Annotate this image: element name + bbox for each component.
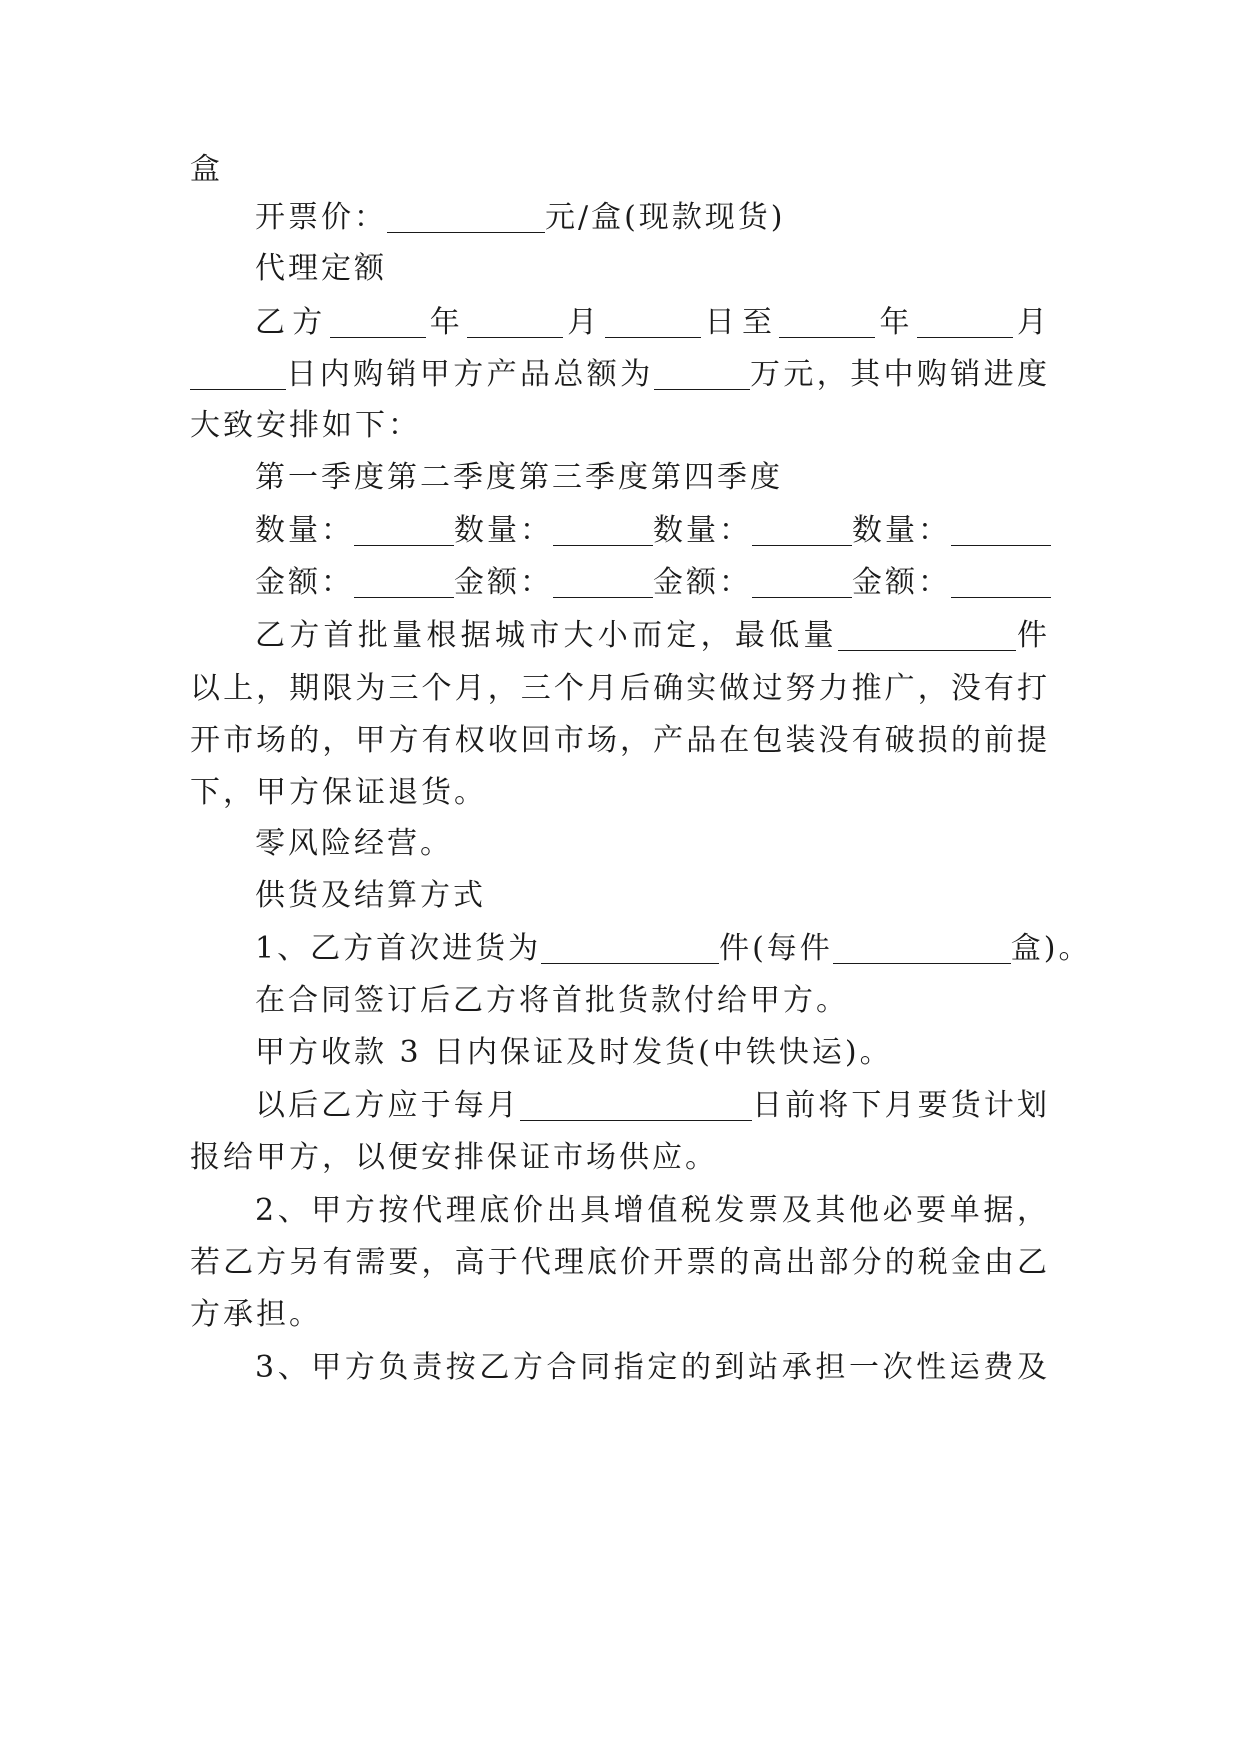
fill-blank <box>951 544 1051 546</box>
fill-blank <box>779 336 875 338</box>
fill-blank <box>605 336 701 338</box>
text-line-item-1: 1、乙方首次进货为 件(每件 盒)。 <box>255 931 1092 966</box>
fill-blank <box>833 962 1011 964</box>
section-heading-agency-quota: 代理定额 <box>255 251 387 286</box>
fill-blank <box>838 649 1016 651</box>
fill-blank <box>654 388 750 390</box>
text-line-first-batch: 乙方首批量根据城市大小而定，最低量 件 <box>255 618 1051 653</box>
section-heading-supply-settlement: 供货及结算方式 <box>255 878 486 913</box>
text-line-item-2-end: 方承担。 <box>190 1297 322 1332</box>
fill-blank <box>354 544 454 546</box>
text-line-zero-risk: 零风险经营。 <box>255 826 453 861</box>
text-line-item-2: 2、甲方按代理底价出具增值税发票及其他必要单据， <box>255 1193 1050 1228</box>
text-line-period: 乙方 年 月 日至 年 月 <box>255 305 1050 340</box>
text-line-terms-1: 以上，期限为三个月，三个月后确实做过努力推广，没有打 <box>190 671 1050 706</box>
text-line-terms-2: 开市场的，甲方有权收回市场，产品在包装没有破损的前提 <box>190 723 1050 758</box>
text-line-monthly-plan: 以后乙方应于每月 日前将下月要货计划 <box>255 1088 1051 1123</box>
fill-blank <box>330 336 426 338</box>
fill-blank <box>354 596 454 598</box>
text-line-item-2-cont: 若乙方另有需要，高于代理底价开票的高出部分的税金由乙 <box>190 1245 1050 1280</box>
text-line-box: 盒 <box>190 152 223 187</box>
text-line-quantities: 数量： 数量： 数量： 数量： <box>255 506 1050 556</box>
text-line-quarters: 第一季度第二季度第三季度第四季度 <box>255 460 783 495</box>
text-line-terms-3: 下，甲方保证退货。 <box>190 775 487 810</box>
fill-blank <box>553 544 653 546</box>
fill-blank <box>190 388 286 390</box>
text-line-shipping: 甲方收款 3 日内保证及时发货(中铁快运)。 <box>255 1035 893 1070</box>
fill-blank <box>752 544 852 546</box>
fill-blank <box>467 336 563 338</box>
text-line-schedule-intro: 大致安排如下： <box>190 408 421 443</box>
text-line-total-amount: 日内购销甲方产品总额为 万元，其中购销进度 <box>190 350 1050 400</box>
text-line-monthly-plan-2: 报给甲方，以便安排保证市场供应。 <box>190 1140 718 1175</box>
fill-blank <box>951 596 1051 598</box>
fill-blank <box>541 962 719 964</box>
fill-blank <box>752 596 852 598</box>
text-line-amounts: 金额： 金额： 金额： 金额： <box>255 558 1050 608</box>
text-line-item-3: 3、甲方负责按乙方合同指定的到站承担一次性运费及 <box>255 1350 1050 1385</box>
fill-blank <box>520 1119 752 1121</box>
fill-blank <box>553 596 653 598</box>
text-line-payment: 在合同签订后乙方将首批货款付给甲方。 <box>255 983 849 1018</box>
fill-blank <box>917 336 1013 338</box>
fill-blank <box>387 231 545 233</box>
text-line-invoice-price: 开票价： 元/盒(现款现货) <box>255 200 786 235</box>
